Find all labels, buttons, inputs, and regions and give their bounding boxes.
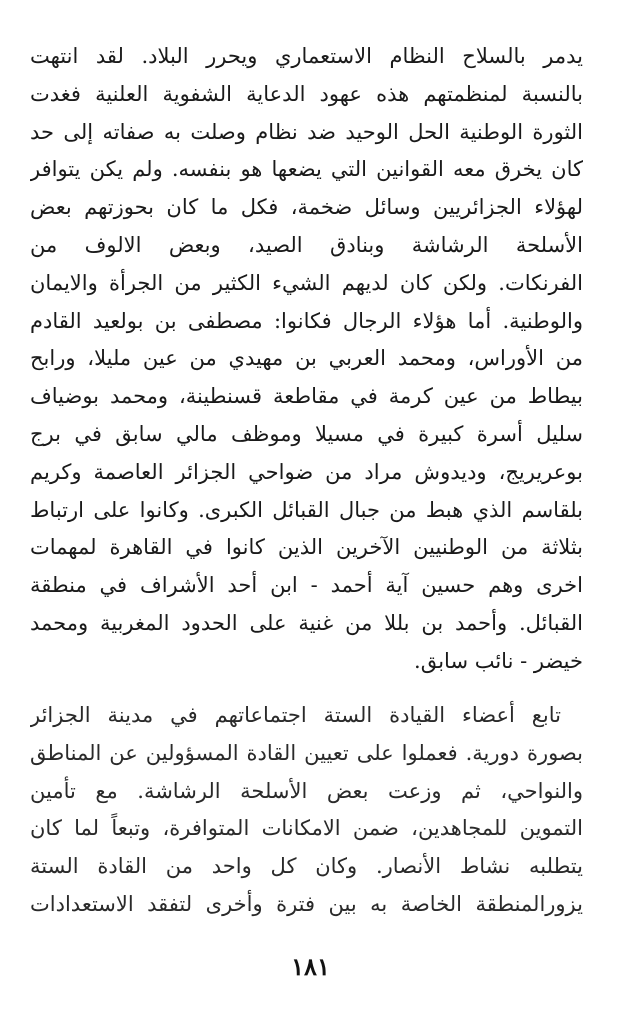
text-line: يتطلبه نشاط الأنصار. وكان كل واحد من القادة الستة (30, 854, 583, 879)
text-line: تابع أعضاء القيادة الستة اجتماعاتهم في مدينة الجزائر (30, 703, 561, 727)
page-number: ١٨١ (291, 952, 330, 981)
text-line: الأسلحة الرشاشة وبنادق الصيد، وبعض الالوف من (30, 232, 583, 257)
text-line: خيضر - نائب سابق. (414, 648, 583, 673)
text-line: يدمر بالسلاح النظام الاستعماري ويحرر البلاد. لقد انتهت (30, 44, 583, 68)
text-line: الفرنكات. ولكن كان لديهم الشيء الكثير من الجرأة والايمان (30, 270, 583, 295)
text-line: لهؤلاء الجزائريين وسائل ضخمة، فكل ما كان بحوزتهم بعض (30, 195, 583, 220)
text-line: بصورة دورية. فعملوا على تعيين القادة المسؤولين عن المناطق (30, 740, 583, 765)
text-line: يزورالمنطقة الخاصة به بين فترة وأخرى لتفقد الاستعدادات (30, 891, 583, 916)
text-line: التموين للمجاهدين، ضمن الامكانات المتوافرة، وتبعاً لما كان (30, 816, 583, 841)
text-line: والوطنية. أما هؤلاء الرجال فكانوا: مصطفى بن بولعيد القادم (30, 308, 583, 333)
paragraph-2 (30, 697, 583, 924)
text-line: بوعريريج، وديدوش مراد من ضواحي الجزائر العاصمة وكريم (30, 459, 583, 484)
text-line: بثلاثة من الوطنيين الآخرين الذين كانوا في القاهرة لمهمات (30, 535, 583, 560)
text-line: كان يخرق معه القوانين التي يضعها هو بنفسه. ولم يكن يتوافر (30, 157, 583, 182)
text-line: سليل أسرة كبيرة في مسيلا وموظف مالي سابق في برج (30, 421, 583, 446)
text-line: بيطاط من عين كرمة في مقاطعة قسنطينة، ومحمد بوضياف (30, 384, 583, 409)
text-line: بلقاسم الذي هبط من جبال القبائل الكبرى. وكانوا على ارتباط (30, 497, 583, 522)
text-line: بالنسبة لمنظمتهم هذه عهود الدعاية الشفوية العلنية فغدت (30, 81, 583, 106)
text-line: من الأوراس، ومحمد العربي بن مهيدي من عين مليلا، ورابح (30, 346, 583, 371)
text-line: القبائل. وأحمد بن بللا من غنية على الحدود المغربية ومحمد (30, 610, 583, 635)
text-line: والنواحي، ثم وزعت بعض الأسلحة الرشاشة. مع تأمين (30, 778, 583, 803)
text-line: الثورة الوطنية الحل الوحيد ضد نظام وصلت به صفاته إلى حد (30, 119, 583, 144)
paragraph-1 (30, 38, 583, 681)
text-line: اخرى وهم حسين آية أحمد - ابن أحد الأشراف في منطقة (30, 573, 583, 598)
